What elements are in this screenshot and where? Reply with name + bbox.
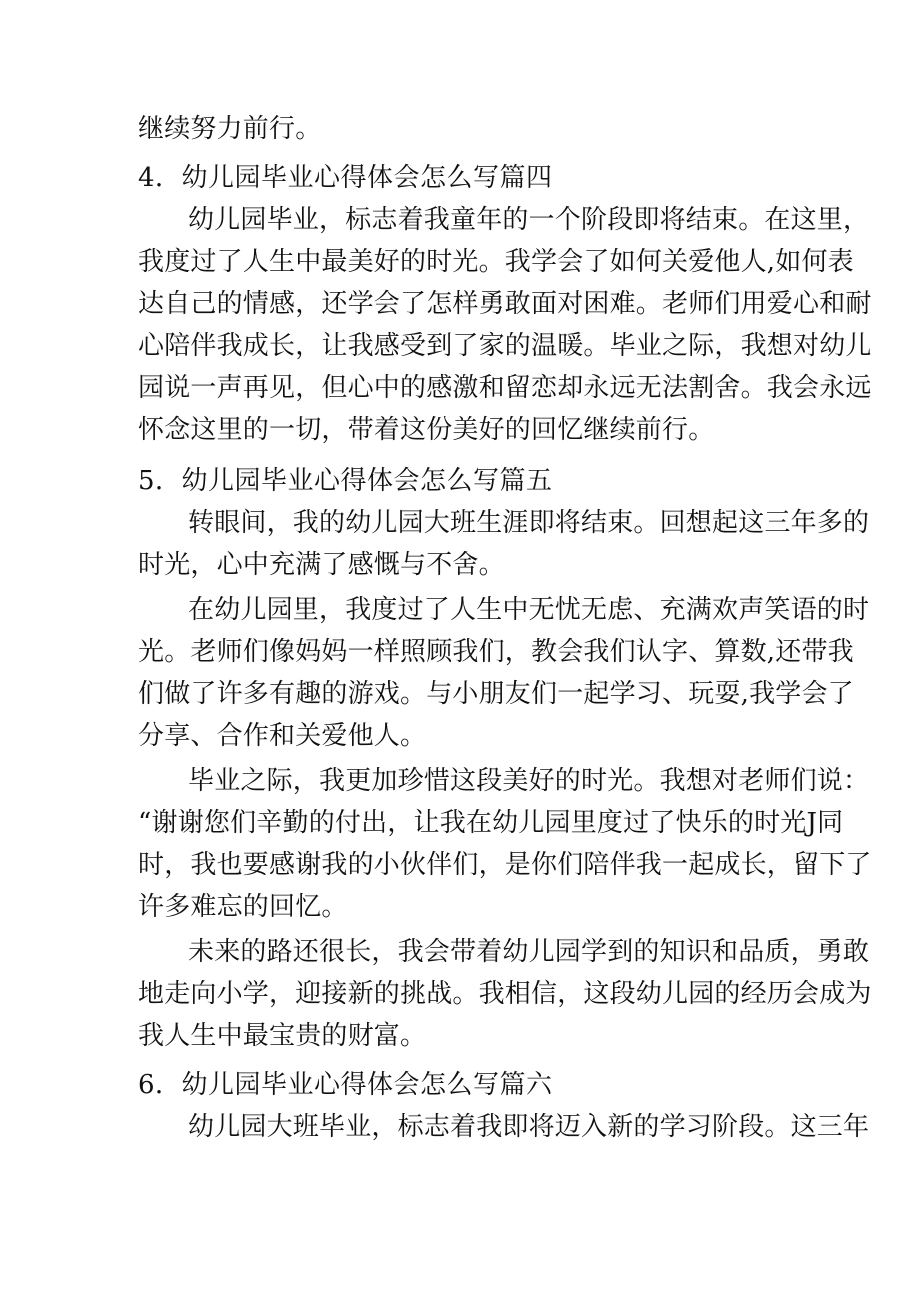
- section-heading-5: 5．幼儿园毕业心得体会怎么写篇五: [138, 466, 553, 496]
- paragraph-line: 园说一声再见，但心中的感激和留恋却永远无法割舍。我会永远: [138, 373, 872, 403]
- paragraph-line: 毕业之际，我更加珍惜这段美好的时光。我想对老师们说：: [188, 766, 870, 796]
- paragraph-line: 幼儿园毕业，标志着我童年的一个阶段即将结束。在这里，: [188, 205, 870, 235]
- paragraph-line: 幼儿园大班毕业，标志着我即将迈入新的学习阶段。这三年: [188, 1112, 870, 1142]
- paragraph-line: 心陪伴我成长，让我感受到了家的温暖。毕业之际，我想对幼儿: [138, 331, 872, 361]
- paragraph-line: 在幼儿园里，我度过了人生中无忧无虑、充满欢声笑语的时: [188, 595, 870, 625]
- paragraph-line: “谢谢您们辛勤的付出，让我在幼儿园里度过了快乐的时光J同: [138, 808, 844, 838]
- section-heading-6: 6．幼儿园毕业心得体会怎么写篇六: [138, 1070, 553, 1100]
- paragraph-line: 们做了许多有趣的游戏。与小朋友们一起学习、玩耍,我学会了: [138, 679, 854, 709]
- paragraph-line: 转眼间，我的幼儿园大班生涯即将结束。回想起这三年多的: [188, 508, 870, 538]
- paragraph-line: 我度过了人生中最美好的时光。我学会了如何关爱他人,如何表: [138, 247, 854, 277]
- paragraph-line: 继续努力前行。: [138, 114, 322, 144]
- paragraph-line: 怀念这里的一切，带着这份美好的回忆继续前行。: [138, 415, 715, 445]
- paragraph-line: 我人生中最宝贵的财富。: [138, 1021, 427, 1051]
- paragraph-line: 地走向小学，迎接新的挑战。我相信，这段幼儿园的经历会成为: [138, 979, 872, 1009]
- paragraph-line: 未来的路还很长，我会带着幼儿园学到的知识和品质，勇敢: [188, 937, 870, 967]
- section-heading-4: 4．幼儿园毕业心得体会怎么写篇四: [138, 163, 553, 193]
- paragraph-line: 达自己的情感，还学会了怎样勇敢面对困难。老师们用爱心和耐: [138, 289, 872, 319]
- paragraph-line: 光。老师们像妈妈一样照顾我们，教会我们认字、算数,还带我: [138, 637, 854, 667]
- paragraph-line: 时，我也要感谢我的小伙伴们，是你们陪伴我一起成长，留下了: [138, 850, 872, 880]
- paragraph-line: 时光，心中充满了感慨与不舍。: [138, 550, 505, 580]
- paragraph-line: 分享、合作和关爱他人。: [138, 721, 427, 751]
- paragraph-line: 许多难忘的回忆。: [138, 892, 348, 922]
